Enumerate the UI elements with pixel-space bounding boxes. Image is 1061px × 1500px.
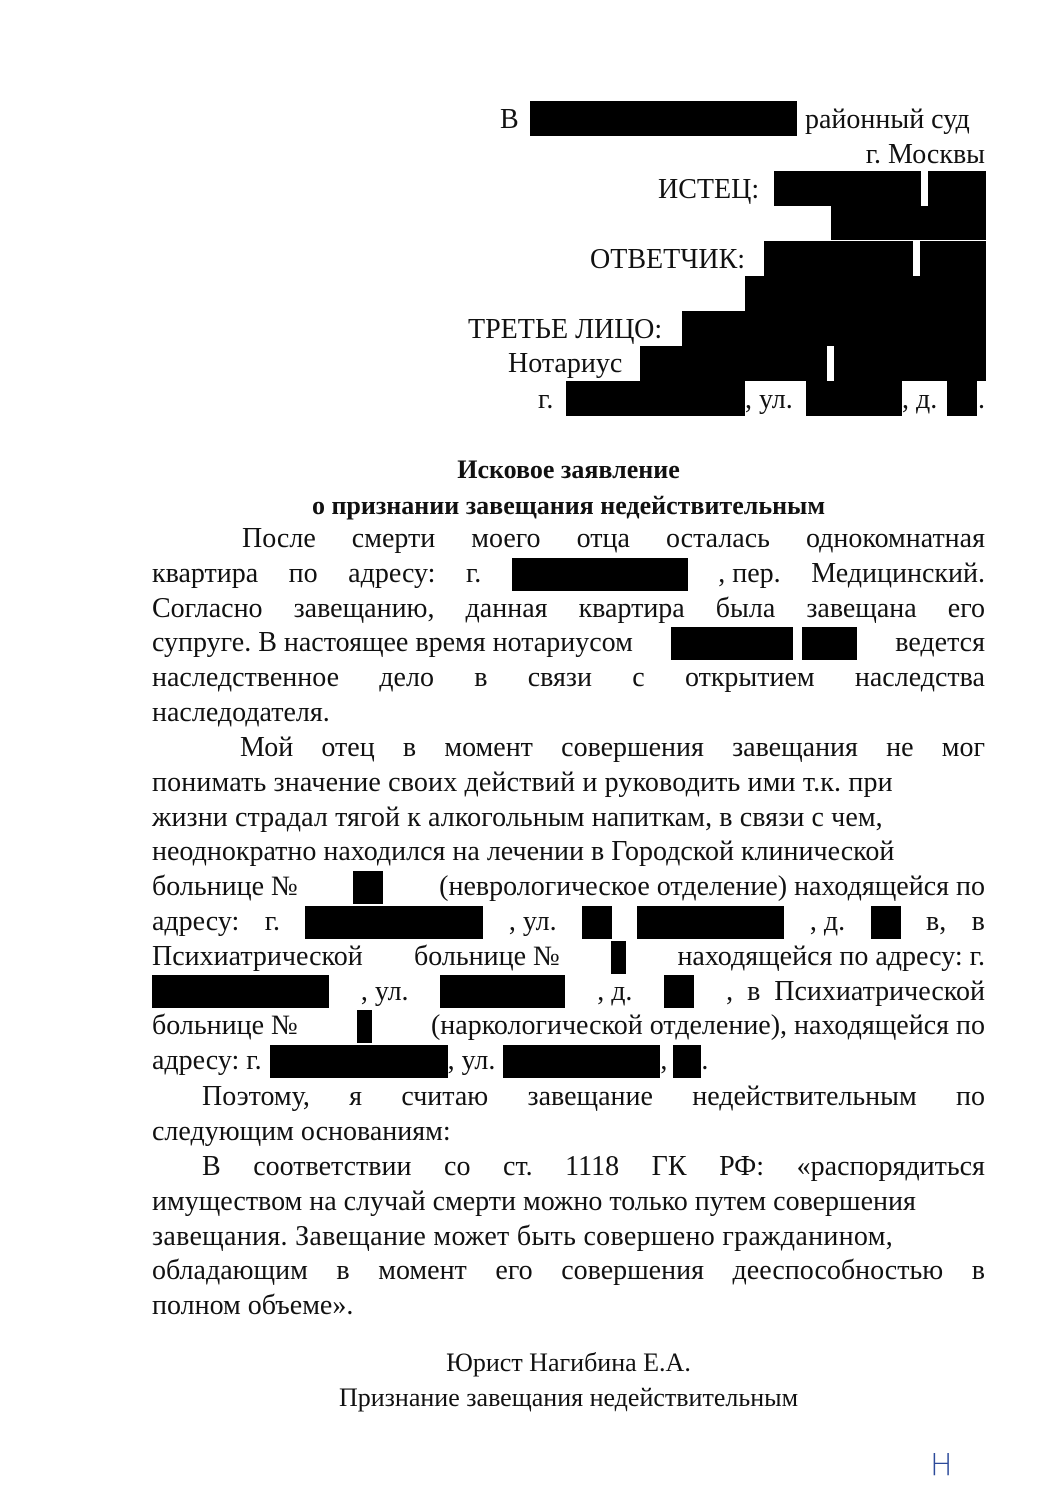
redaction-notary-street bbox=[806, 381, 902, 416]
text-line: Согласно завещанию, данная квартира была завещана его bbox=[152, 592, 985, 624]
document-title: Исковое заявление bbox=[457, 455, 680, 484]
text-line: адресу: г. , ул. , . bbox=[152, 1045, 709, 1077]
paragraph-1 bbox=[152, 522, 985, 731]
text-line: Психиатрической больнице № находящейся по адресу: г. bbox=[152, 940, 985, 972]
text-line: наследственное дело в связи с открытием наследства bbox=[152, 662, 985, 694]
redaction-plaintiff-surname bbox=[774, 171, 921, 206]
redaction-notary-name bbox=[671, 627, 793, 660]
footer-subject: Признание завещания недействительным bbox=[338, 1383, 799, 1412]
redaction-notary-initials bbox=[834, 346, 986, 381]
paragraph-3 bbox=[152, 1080, 985, 1150]
paragraph-2 bbox=[152, 731, 985, 1079]
redaction-notary-initials-body bbox=[802, 627, 857, 660]
text-line: В соответствии со ст. 1118 ГК РФ: «распорядиться bbox=[202, 1151, 985, 1182]
text-line: Поэтому, я считаю завещание недействительным по bbox=[202, 1081, 985, 1112]
redaction-defendant-address bbox=[745, 276, 986, 311]
paragraph-4 bbox=[152, 1150, 985, 1324]
redaction-hospital-number-3 bbox=[357, 1010, 372, 1043]
text-line: После смерти моего отца осталась однокомнатная bbox=[242, 523, 985, 554]
plaintiff-label: ИСТЕЦ: bbox=[658, 174, 760, 205]
text-line: неоднократно находился на лечении в Городской клинической bbox=[152, 836, 895, 868]
redaction-hospital-3-house bbox=[673, 1045, 701, 1078]
notary-label: Нотариус bbox=[508, 348, 623, 379]
third-party-label: ТРЕТЬЕ ЛИЦО: bbox=[468, 314, 663, 345]
notary-city-prefix: г. bbox=[538, 384, 554, 415]
redaction-hospital-2-city bbox=[152, 975, 329, 1008]
defendant-label: ОТВЕТЧИК: bbox=[590, 244, 746, 275]
footer-author: Юрист Нагибина Е.А. bbox=[446, 1348, 691, 1377]
handwritten-mark: Н bbox=[930, 1448, 953, 1483]
text-line: имуществом на случай смерти можно только путем совершения bbox=[152, 1185, 916, 1217]
redaction-hospital-3-street bbox=[503, 1045, 660, 1078]
redaction-hospital-number-2 bbox=[611, 941, 626, 974]
text-line: жизни страдал тягой к алкогольным напиткам, в связи с чем, bbox=[152, 801, 883, 833]
court-line bbox=[500, 102, 519, 137]
text-line: наследодателя. bbox=[152, 696, 330, 728]
text-line: полном объеме». bbox=[152, 1290, 354, 1322]
notary-street-prefix: , ул. bbox=[745, 384, 793, 415]
text-line: адресу: г. , ул. , д. в, в bbox=[152, 905, 985, 937]
redaction-defendant-surname bbox=[764, 241, 913, 276]
redaction-plaintiff-address bbox=[831, 206, 986, 240]
notary-house-prefix: , д. bbox=[902, 384, 938, 415]
text-line: , ул. , д. , в Психиатрической bbox=[152, 975, 985, 1010]
text-line: супруге. В настоящее время нотариусом ведется bbox=[152, 627, 985, 659]
redaction-hospital-2-house bbox=[664, 975, 694, 1008]
text-line: квартира по адресу: г. , пер. Медицинский. bbox=[152, 557, 985, 589]
redaction-defendant-name bbox=[920, 241, 986, 276]
redaction-hospital-1-city bbox=[305, 906, 483, 939]
redaction-apartment-city bbox=[512, 558, 688, 591]
text-line: Мой отец в момент совершения завещания не мог bbox=[240, 732, 985, 763]
text-line: следующим основаниям: bbox=[152, 1115, 451, 1147]
text-line: завещания. Завещание может быть совершено гражданином, bbox=[152, 1220, 894, 1252]
text-line: понимать значение своих действий и руководить ими т.к. при bbox=[152, 766, 893, 798]
redaction-notary-surname bbox=[640, 346, 827, 381]
text-line: больнице № (наркологической отделение), находящейся по bbox=[152, 1010, 985, 1042]
redaction-court-name bbox=[530, 101, 797, 136]
text-line: больнице № (неврологическое отделение) находящейся по bbox=[152, 871, 985, 903]
notary-address-end: . bbox=[978, 384, 985, 415]
redaction-hospital-2-street bbox=[440, 975, 565, 1008]
redaction-hospital-1-street-a bbox=[582, 906, 612, 939]
document-subtitle: о признании завещания недействительным bbox=[311, 491, 826, 520]
text-line: обладающим в момент его совершения дееспособностью в bbox=[152, 1255, 985, 1287]
redaction-hospital-number-1 bbox=[353, 871, 383, 904]
court-prefix: В bbox=[500, 104, 519, 135]
redaction-notary-city bbox=[566, 381, 745, 416]
redaction-hospital-1-street-b bbox=[637, 906, 784, 939]
redaction-notary-house bbox=[947, 381, 977, 416]
redaction-hospital-3-city bbox=[270, 1045, 448, 1078]
court-city: г. Москвы bbox=[865, 139, 985, 170]
redaction-plaintiff-name bbox=[928, 171, 986, 206]
redaction-third-party bbox=[682, 311, 986, 346]
redaction-hospital-1-house bbox=[871, 906, 901, 939]
court-suffix: районный суд bbox=[805, 104, 970, 135]
